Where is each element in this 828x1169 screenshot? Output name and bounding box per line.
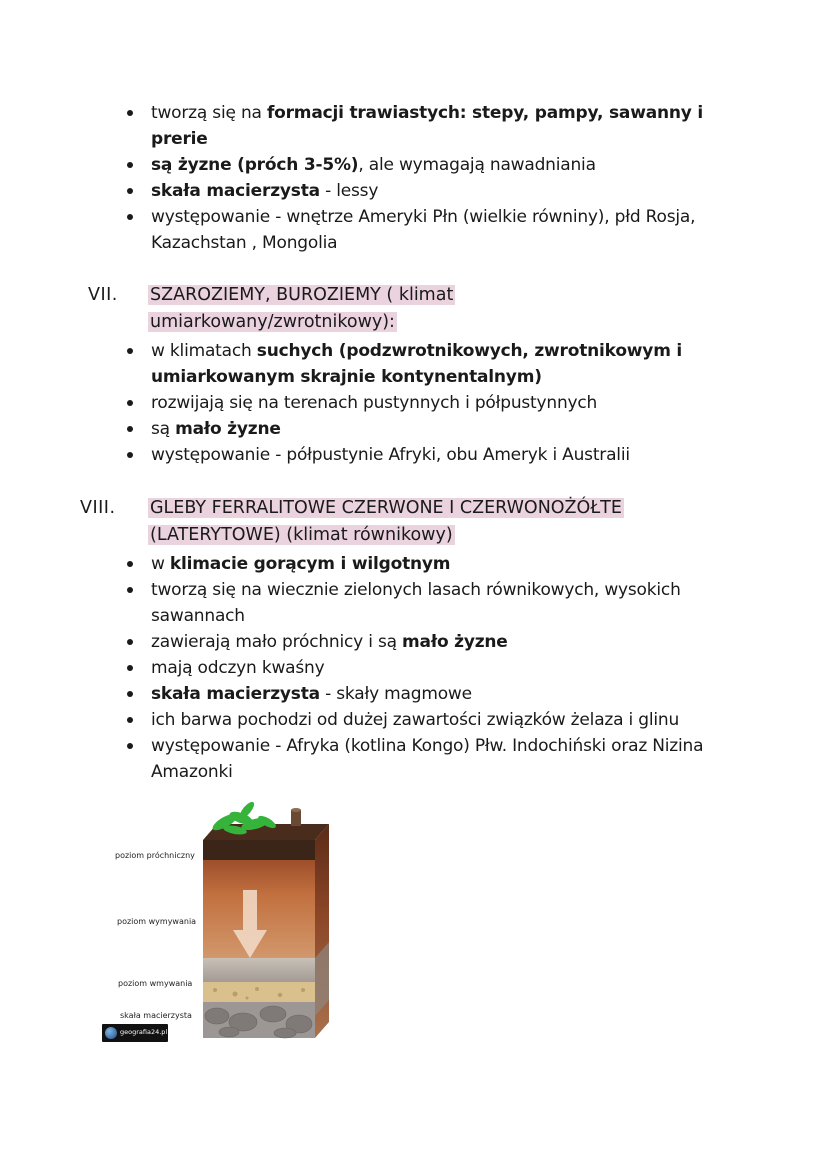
label-eluvial-horizon: poziom wymywania	[117, 917, 197, 926]
list-chernozem-features	[124, 100, 724, 256]
label-illuvial-horizon: poziom wmywania	[118, 979, 193, 988]
list-item: ich barwa pochodzi od dużej zawartości związków żelaza i glinu	[124, 707, 724, 733]
list-item: zawierają mało próchnicy i są mało żyzne	[124, 629, 724, 655]
section-7-heading-line2: umiarkowany/zwrotnikowy):	[150, 312, 395, 332]
list-item: są mało żyzne	[124, 416, 724, 442]
list-item: są żyzne (próch 3-5%), ale wymagają nawadniania	[124, 152, 724, 178]
list-item: tworzą się na formacji trawiastych: stepy, pampy, sawanny i prerie	[124, 100, 724, 152]
section-7-heading	[148, 282, 455, 336]
gravel-layer	[203, 982, 315, 1004]
illuvial-layer	[203, 958, 315, 984]
section-7-heading-line1: SZAROZIEMY, BUROZIEMY ( klimat	[150, 285, 454, 305]
section-8-heading-line1: GLEBY FERRALITOWE CZERWONE I CZERWONOŻÓŁTE	[150, 498, 622, 518]
list-item: w klimatach suchych (podzwrotnikowych, zwrotnikowym i umiarkowanym skrajnie kontynentalnym)	[124, 338, 724, 390]
section-8-heading-line2: (LATERYTOWE) (klimat równikowy)	[150, 525, 453, 545]
list-item: w klimacie gorącym i wilgotnym	[124, 551, 724, 577]
list-item: rozwijają się na terenach pustynnych i półpustynnych	[124, 390, 724, 416]
humus-layer	[203, 840, 315, 862]
list-item: tworzą się na wiecznie zielonych lasach równikowych, wysokich sawannach	[124, 577, 724, 629]
list-section-8	[124, 551, 724, 785]
list-item: występowanie - półpustynie Afryki, obu Ameryk i Australii	[124, 442, 724, 468]
section-7-numeral: VII.	[88, 285, 118, 305]
list-item: skała macierzysta - skały magmowe	[124, 681, 724, 707]
eluvial-layer	[203, 860, 315, 960]
list-item: mają odczyn kwaśny	[124, 655, 724, 681]
list-section-7	[124, 338, 724, 468]
soil-profile-illustration	[195, 800, 335, 1040]
label-humus-horizon: poziom próchniczny	[115, 851, 195, 860]
label-bedrock: skała macierzysta	[120, 1011, 192, 1020]
section-8-numeral: VIII.	[80, 498, 116, 518]
list-item: występowanie - Afryka (kotlina Kongo) Płw. Indochiński oraz Nizina Amazonki	[124, 733, 724, 785]
geografia24-logo: geografia24.pl	[102, 1024, 168, 1042]
list-item: skała macierzysta - lessy	[124, 178, 724, 204]
list-item: występowanie - wnętrze Ameryki Płn (wielkie równiny), płd Rosja, Kazachstan , Mongolia	[124, 204, 724, 256]
section-8-heading	[148, 495, 624, 549]
globe-icon	[105, 1027, 117, 1039]
